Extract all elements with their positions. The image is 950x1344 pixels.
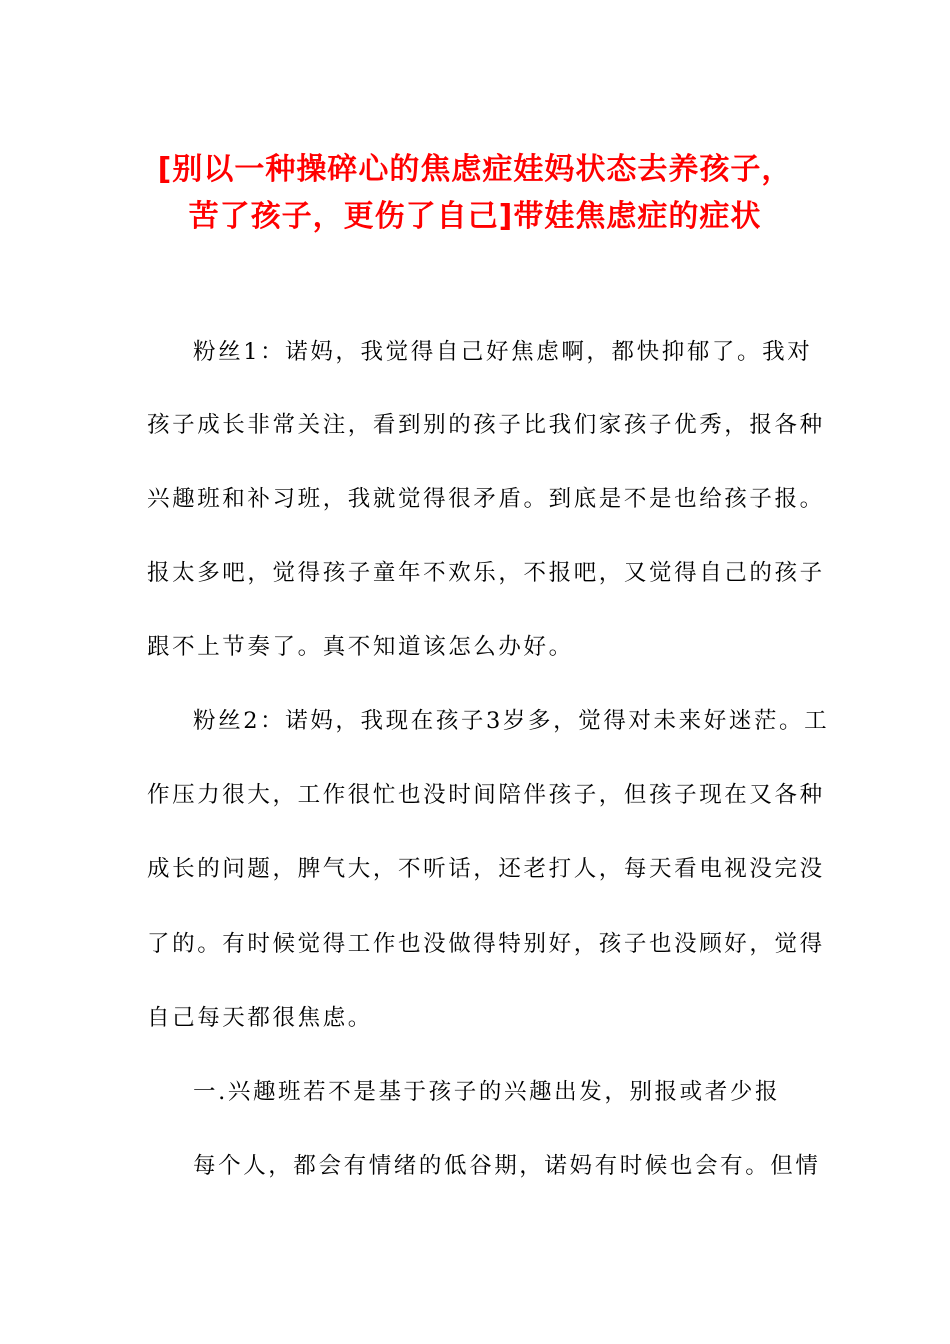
paragraph-line: 成长的问题，脾气大，不听话，还老打人，每天看电视没完没 bbox=[147, 856, 825, 882]
paragraph-line: 孩子成长非常关注，看到别的孩子比我们家孩子优秀，报各种 bbox=[147, 412, 825, 438]
paragraph-line: 作压力很大，工作很忙也没时间陪伴孩子，但孩子现在又各种 bbox=[147, 782, 825, 808]
paragraph-line: 报太多吧，觉得孩子童年不欢乐，不报吧，又觉得自己的孩子 bbox=[147, 560, 825, 586]
paragraph-line: 跟不上节奏了。真不知道该怎么办好。 bbox=[147, 634, 574, 660]
paragraph-line: 粉丝2：诺妈，我现在孩子3岁多，觉得对未来好迷茫。工 bbox=[193, 708, 830, 734]
paragraph-line: 每个人，都会有情绪的低谷期，诺妈有时候也会有。但情 bbox=[193, 1153, 821, 1179]
paragraph-line: 粉丝1：诺妈，我觉得自己好焦虑啊，都快抑郁了。我对 bbox=[193, 339, 813, 365]
paragraph-line: 兴趣班和补习班，我就觉得很矛盾。到底是不是也给孩子报。 bbox=[147, 486, 825, 512]
section-heading: 一.兴趣班若不是基于孩子的兴趣出发，别报或者少报 bbox=[193, 1079, 781, 1105]
document-title-line-1: [别以一种操碎心的焦虑症娃妈状态去养孩子， bbox=[157, 152, 793, 187]
paragraph-line: 了的。有时候觉得工作也没做得特别好，孩子也没顾好，觉得 bbox=[147, 931, 825, 957]
document-title-line-2: 苦了孩子，更伤了自己]带娃焦虑症的症状 bbox=[188, 199, 762, 234]
paragraph-line: 自己每天都很焦虑。 bbox=[147, 1005, 373, 1031]
